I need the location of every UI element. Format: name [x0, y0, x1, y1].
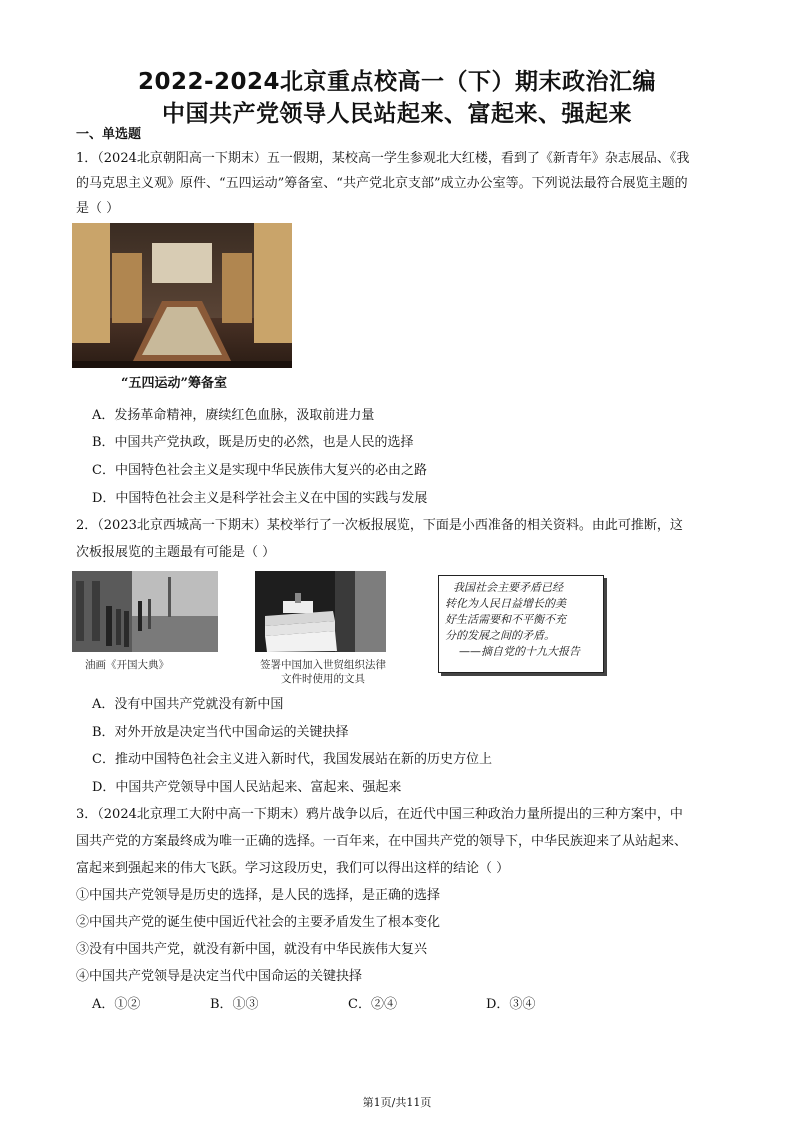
- q3-statement-1: ①中国共产党领导是历史的选择，是人民的选择，是正确的选择: [76, 888, 441, 903]
- document-title-line1: 2022-2024北京重点校高一（下）期末政治汇编: [137, 69, 657, 95]
- q2-img2-caption-line2: 文件时使用的文具: [281, 673, 365, 685]
- document-title-line2: 中国共产党领导人民站起来、富起来、强起来: [162, 101, 632, 127]
- q2-quote-line3: 好生活需要和不平衡不充: [445, 613, 566, 626]
- q1-stem-line1: 1．（2024北京朝阳高一下期末）五一假期，某校高一学生参观北大红楼，看到了《新青年》杂志展品、《我: [76, 151, 690, 166]
- q2-stem-line1: 2．（2023北京西城高一下期末）某校举行了一次板报展览，下面是小西准备的相关资料。由此可推断，这: [76, 518, 683, 533]
- q2-img2-caption-line1: 签署中国加入世贸组织法律: [260, 659, 386, 671]
- q3-option-d[interactable]: D．③④: [486, 997, 536, 1012]
- q2-option-b[interactable]: B．对外开放是决定当代中国命运的关键抉择: [92, 725, 349, 740]
- q3-stem-line2: 国共产党的方案最终成为唯一正确的选择。一百年来，在中国共产党的领导下，中华民族迎来了从站起来、: [76, 834, 688, 849]
- section-heading: 一、单选题: [76, 127, 142, 142]
- q3-statement-2: ②中国共产党的诞生使中国近代社会的主要矛盾发生了根本变化: [76, 915, 441, 930]
- q1-stem-line2: 的马克思主义观》原件、“五四运动”筹备室、“共产党北京支部”成立办公室等。下列说法最符合展览主题的: [76, 176, 688, 191]
- q3-statement-3: ③没有中国共产党，就没有新中国，就没有中华民族伟大复兴: [76, 942, 428, 957]
- q2-photo-wto-stationery: [255, 571, 386, 652]
- q3-option-a[interactable]: A．①②: [92, 997, 141, 1012]
- q1-option-b[interactable]: B．中国共产党执政，既是历史的必然，也是人民的选择: [92, 435, 414, 450]
- q1-photo-preparation-room: [72, 223, 292, 368]
- q2-option-c[interactable]: C．推动中国特色社会主义进入新时代，我国发展站在新的历史方位上: [92, 752, 492, 767]
- q2-quote-card: [438, 575, 604, 673]
- q2-quote-line2: 转化为人民日益增长的美: [445, 597, 566, 610]
- q2-painting-founding-ceremony: [72, 571, 218, 652]
- q1-option-c[interactable]: C．中国特色社会主义是实现中华民族伟大复兴的必由之路: [92, 463, 427, 478]
- q1-option-d[interactable]: D．中国特色社会主义是科学社会主义在中国的实践与发展: [92, 491, 428, 506]
- q2-quote-line1: 我国社会主要矛盾已经: [453, 581, 563, 594]
- q2-quote-line4: 分的发展之间的矛盾。: [445, 629, 555, 642]
- q3-option-c[interactable]: C．②④: [348, 997, 397, 1012]
- q2-quote-source: ——摘自党的十九大报告: [459, 645, 580, 658]
- q2-stem-line2: 次板报展览的主题最有可能是（ ）: [76, 545, 276, 560]
- q1-option-a[interactable]: A．发扬革命精神，赓续红色血脉，汲取前进力量: [92, 408, 375, 423]
- q2-option-d[interactable]: D．中国共产党领导中国人民站起来、富起来、强起来: [92, 780, 402, 795]
- q1-stem-line3: 是（ ）: [76, 201, 120, 216]
- q2-img1-caption: 油画《开国大典》: [85, 659, 169, 671]
- q3-option-b[interactable]: B．①③: [210, 997, 259, 1012]
- q3-statement-4: ④中国共产党领导是决定当代中国命运的关键抉择: [76, 969, 363, 984]
- page-number: 第1页/共11页: [362, 1096, 432, 1109]
- q1-image-caption: “五四运动”筹备室: [121, 376, 227, 391]
- q3-stem-line1: 3．（2024北京理工大附中高一下期末）鸦片战争以后，在近代中国三种政治力量所提出的三种方案中，中: [76, 807, 683, 822]
- q3-stem-line3: 富起来到强起来的伟大飞跃。学习这段历史，我们可以得出这样的结论（ ）: [76, 861, 510, 876]
- q2-option-a[interactable]: A．没有中国共产党就没有新中国: [92, 697, 284, 712]
